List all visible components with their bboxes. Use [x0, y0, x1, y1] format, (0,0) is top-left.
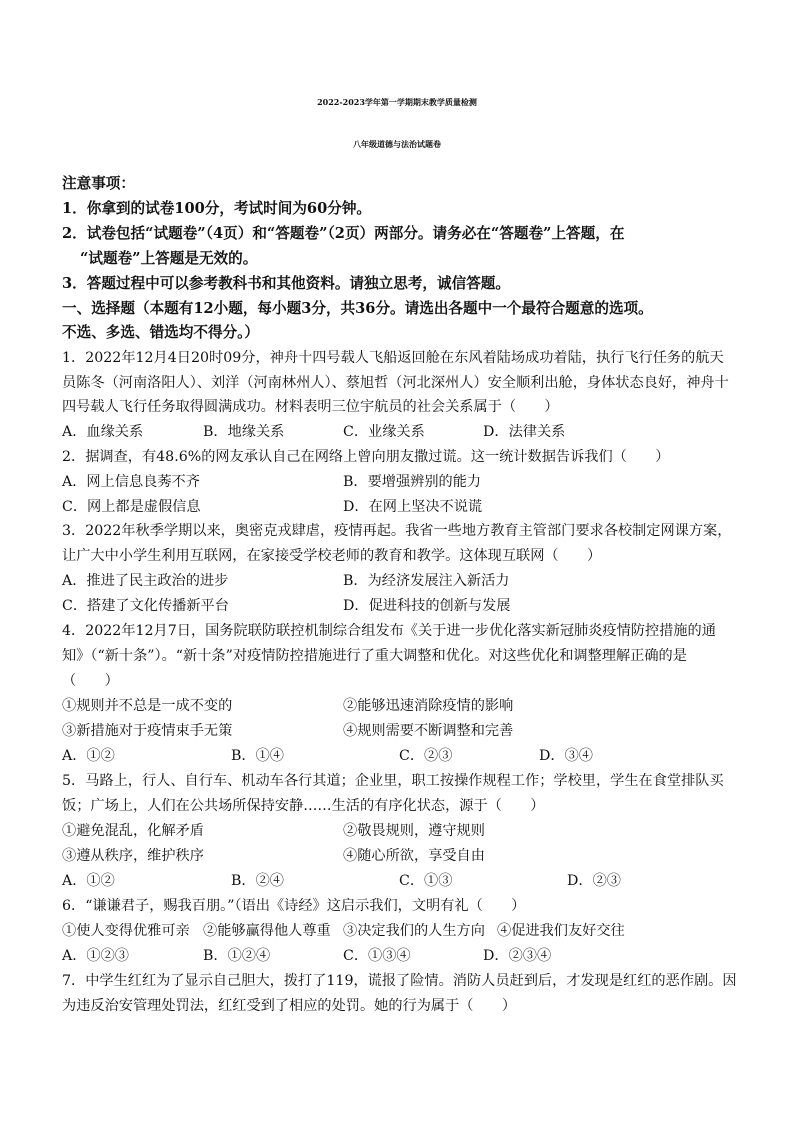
q5-statement-1: ①避免混乱，化解矛盾	[62, 823, 204, 839]
q3-option-d: D．促进科技的创新与发展	[343, 598, 511, 614]
q7-stem: 7．中学生红红为了显示自己胆大，拨打了119，谎报了险情。消防人员赶到后，才发现是红红的恶作剧。因	[62, 973, 737, 989]
q1-stem: 员陈冬（河南洛阳人）、刘洋（河南林州人）、蔡旭哲（河北深州人）安全顺利出舱，身体状态良好，神舟十	[62, 375, 729, 391]
q6-statement-1: ①使人变得优雅可亲	[62, 923, 190, 939]
q5-stem: 饭；广场上，人们在公共场所保持安静……生活的有序化状态，源于（ ）	[62, 798, 545, 814]
q1-option-d: D．法律关系	[483, 424, 566, 440]
notice-item-1: 1．你拿到的试卷100分，考试时间为60分钟。	[62, 200, 372, 217]
q5-statement-3: ③遵从秩序，维护秩序	[62, 848, 204, 864]
q3-option-a: A．推进了民主政治的进步	[62, 573, 229, 589]
q6-option-a: A．①②③	[62, 948, 129, 964]
q5-option-c: C．①③	[399, 873, 453, 889]
notice-item-2: 2．试卷包括“试题卷”（4页）和“答题卷”（2页）两部分。请务必在“答题卷”上答题，在	[62, 225, 625, 242]
q1-option-a: A．血缘关系	[62, 424, 144, 440]
q6-option-b: B．①②④	[203, 948, 271, 964]
q4-option-b: B．①④	[231, 748, 284, 764]
q2-option-c: C．网上都是虚假信息	[62, 499, 201, 515]
q3-stem: 3．2022年秋季学期以来，奥密克戎肆虐，疫情再起。我省一些地方教育主管部门要求各校制定网课方案，	[62, 523, 732, 539]
q4-option-d: D．③④	[539, 748, 593, 764]
q1-stem: 1．2022年12月4日20时09分，神舟十四号载人飞船返回舱在东风着陆场成功着陆，执行飞行任务的航天	[62, 350, 724, 366]
exam-subtitle: 八年级道德与法治试题卷	[353, 139, 441, 149]
exam-title: 2022-2023学年第一学期期末教学质量检测	[317, 97, 477, 107]
q2-stem: 2．据调查，有48.6%的网友承认自己在网络上曾向朋友撒过谎。这一统计数据告诉我们（ ）	[62, 449, 670, 465]
notice-item-3: 3．答题过程中可以参考教科书和其他资料。请独立思考，诚信答题。	[62, 275, 510, 292]
q4-statement-4: ④规则需要不断调整和完善	[343, 723, 514, 739]
section-heading: 一、选择题（本题有12小题，每小题3分，共36分。请选出各题中一个最符合题意的选项。	[62, 300, 653, 317]
q4-statement-3: ③新措施对于疫情束手无策	[62, 723, 233, 739]
q3-option-b: B．为经济发展注入新活力	[343, 573, 510, 589]
q5-option-a: A．①②	[62, 873, 115, 889]
q6-statement-2: ②能够赢得他人尊重	[203, 923, 331, 939]
q2-option-a: A．网上信息良莠不齐	[62, 474, 200, 490]
q4-stem: （ ）	[62, 673, 119, 689]
notice-item-2-cont: “试题卷”上答题是无效的。	[80, 250, 258, 267]
q5-statement-2: ②敬畏规则，遵守规则	[343, 823, 485, 839]
q4-statement-2: ②能够迅速消除疫情的影响	[343, 698, 514, 714]
q7-stem: 为违反治安管理处罚法，红红受到了相应的处罚。她的行为属于（ ）	[62, 998, 517, 1014]
q1-stem: 四号载人飞行任务取得圆满成功。材料表明三位宇航员的社会关系属于（ ）	[62, 399, 559, 415]
q4-option-a: A．①②	[62, 748, 115, 764]
q6-statement-3: ③决定我们的人生方向	[343, 923, 485, 939]
q6-option-c: C．①③④	[343, 948, 411, 964]
q3-stem: 让广大中小学生利用互联网，在家接受学校老师的教育和教学。这体现互联网（ ）	[62, 548, 602, 564]
q2-option-b: B．要增强辨别的能力	[343, 474, 482, 490]
q5-stem: 5．马路上，行人、自行车、机动车各行其道；企业里，职工按操作规程工作；学校里，学生在食堂排队买	[62, 773, 724, 789]
q5-statement-4: ④随心所欲，享受自由	[343, 848, 485, 864]
q4-statement-1: ①规则并不总是一成不变的	[62, 698, 233, 714]
notice-heading: 注意事项：	[62, 175, 135, 192]
q4-option-c: C．②③	[399, 748, 453, 764]
q1-option-b: B．地缘关系	[203, 424, 285, 440]
q3-option-c: C．搭建了文化传播新平台	[62, 598, 229, 614]
q5-option-d: D．②③	[567, 873, 621, 889]
q4-stem: 4．2022年12月7日，国务院联防联控机制综合组发布《关于进一步优化落实新冠肺炎疫情防控措施的通	[62, 623, 716, 639]
section-heading-cont: 不选、多选、错选均不得分。）	[62, 324, 260, 341]
q2-option-d: D．在网上坚决不说谎	[343, 499, 483, 515]
q5-option-b: B．②④	[231, 873, 284, 889]
q6-statement-4: ④促进我们友好交往	[497, 923, 625, 939]
q6-option-d: D．②③④	[483, 948, 552, 964]
q1-option-c: C．业缘关系	[343, 424, 425, 440]
q4-stem: 知》（“新十条”）。“新十条”对疫情防控措施进行了重大调整和优化。对这些优化和调整理解正确的是	[62, 648, 687, 664]
q6-stem: 6．“谦谦君子，赐我百朋。”（语出《诗经》这启示我们，文明有礼（ ）	[62, 898, 526, 914]
